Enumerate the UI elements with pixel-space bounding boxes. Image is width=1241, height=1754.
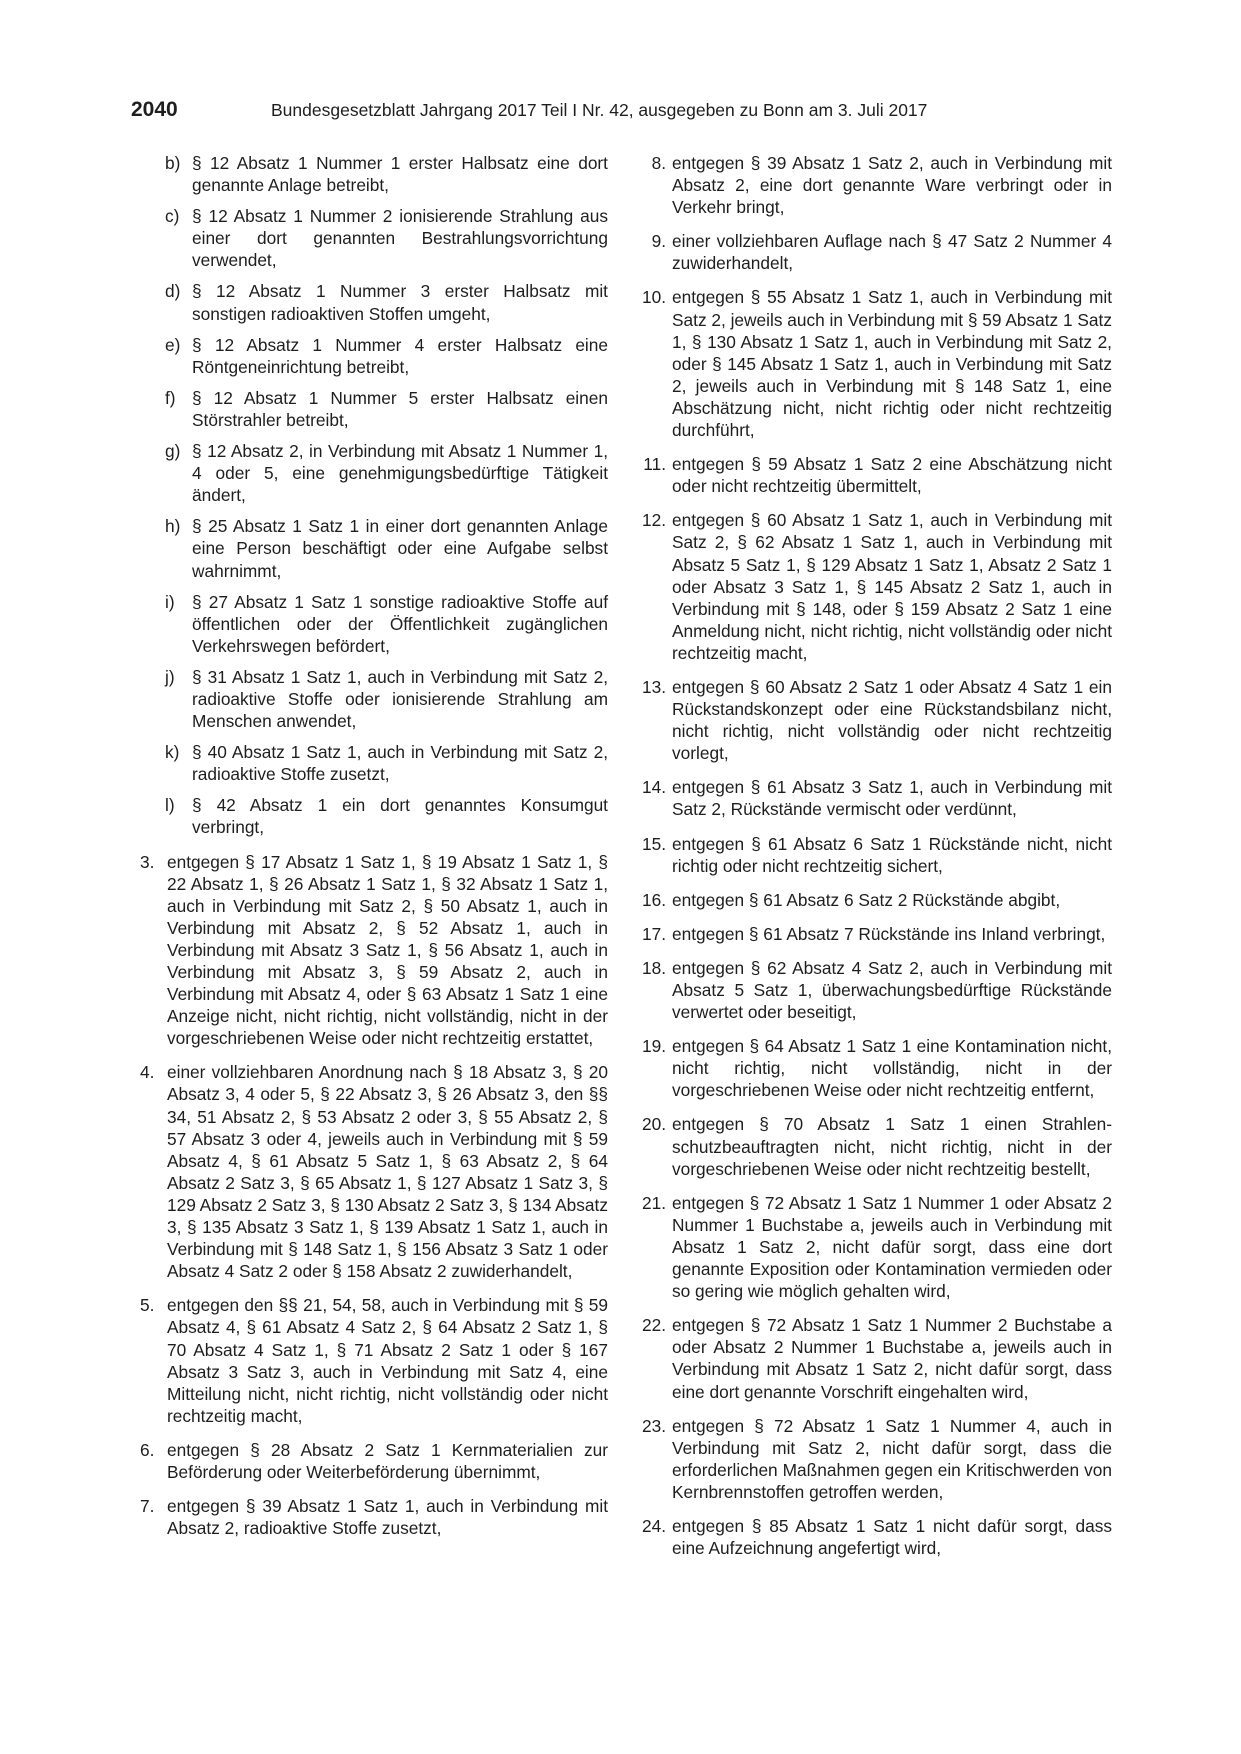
item-mark: j) [165, 666, 175, 687]
item-text: entgegen § 39 Absatz 1 Satz 1, auch in Verbindung mit Absatz 2, radioaktive Stoffe zusetzt, [167, 1496, 608, 1539]
item-text: § 12 Absatz 1 Nummer 1 erster Halbsatz eine dort genannte Anlage betreibt, [192, 153, 608, 196]
list-item [165, 205, 608, 271]
list-item [632, 923, 1112, 945]
item-mark: g) [165, 441, 181, 462]
item-mark: i) [165, 591, 175, 612]
list-item [632, 957, 1112, 1023]
page-header [131, 98, 1111, 128]
item-mark: e) [165, 334, 181, 355]
item-number: 6. [140, 1439, 155, 1460]
item-text: entgegen § 60 Absatz 1 Satz 1, auch in Verbindung mit Satz 2, § 62 Absatz 1 Satz 1, auch in Verbindung mit Absatz 5 Satz 1, § 129 Absatz 1 Satz 1, Absatz 2 Satz 1 oder Absatz 3 Satz 1, § 145 Absatz 2 Satz 1, auch in Verbindung mit § 148, oder § 159 Absatz 2 Satz 1 eine Anmeldung nicht, nicht richtig, nicht vollständig oder nicht rechtzeitig macht, [672, 510, 1112, 663]
item-text: § 12 Absatz 1 Nummer 4 erster Halbsatz eine Röntgeneinrichtung betreibt, [192, 334, 608, 377]
item-text: entgegen § 60 Absatz 2 Satz 1 oder Absatz 4 Satz 1 ein Rückstandskonzept oder eine Rückstandsbilanz nicht, nicht richtig, nicht vollständig oder nicht rechtzeitig vorlegt, [672, 676, 1112, 764]
list-item [632, 889, 1112, 911]
item-number: 18. [641, 957, 666, 978]
list-item [165, 591, 608, 657]
list-item [165, 152, 608, 196]
list-item [632, 286, 1112, 441]
item-text: entgegen § 61 Absatz 3 Satz 1, auch in Verbindung mit Satz 2, Rückstände vermischt oder verdünnt, [672, 777, 1112, 820]
item-text: entgegen § 55 Absatz 1 Satz 1, auch in Verbindung mit Satz 2, jeweils auch in Verbindung mit § 59 Absatz 1 Satz 1, § 130 Absatz 1 Satz 1, auch in Verbindung mit Satz 2, oder § 145 Absatz 1 Satz 1, auch in Verbindung mit Satz 2, jeweils auch in Verbindung mit § 148 Satz 1, eine Abschätzung nicht, nicht richtig oder nicht rechtzeitig durchführt, [672, 287, 1112, 441]
item-mark: h) [165, 516, 181, 537]
list-item [165, 440, 608, 506]
item-mark: b) [165, 153, 181, 173]
item-mark: k) [165, 742, 180, 763]
item-mark: f) [165, 387, 176, 408]
item-text: entgegen § 39 Absatz 1 Satz 2, auch in Verbindung mit Absatz 2, eine dort genannte Ware verbringt oder in Verkehr bringt, [672, 153, 1112, 218]
item-text: entgegen § 28 Absatz 2 Satz 1 Kernmaterialien zur Beförderung oder Weiterbeförderung übernimmt, [167, 1439, 608, 1482]
item-text: § 42 Absatz 1 ein dort genanntes Konsumgut verbringt, [192, 795, 608, 838]
list-item [165, 666, 608, 732]
list-item [632, 1314, 1112, 1402]
item-text: § 27 Absatz 1 Satz 1 sonstige radioaktive Stoffe auf öffentlichen oder der Öffentlichkeit zugänglichen Verkehrswegen befördert, [192, 591, 608, 656]
item-text: entgegen § 72 Absatz 1 Satz 1 Nummer 4, auch in Verbindung mit Satz 2, nicht dafür sorgt, dass die erforderlichen Maßnahmen gegen ein Kritischwerden von Kernbrennstoffen getroffen werden, [672, 1415, 1112, 1502]
item-text: entgegen § 70 Absatz 1 Satz 1 einen Strahlenschutzbeauftragten nicht, nicht richtig, nicht in der vorgeschriebenen Weise oder nicht rechtzeitig bestellt, [672, 1114, 1112, 1179]
item-number: 5. [140, 1295, 155, 1316]
item-text: entgegen § 61 Absatz 6 Satz 1 Rückstände nicht, nicht richtig oder nicht rechtzeitig sichert, [672, 833, 1112, 876]
item-number: 9. [651, 231, 666, 252]
item-mark: l) [165, 795, 175, 816]
list-item [632, 152, 1112, 218]
list-item [165, 280, 608, 324]
item-number: 21. [641, 1192, 666, 1213]
item-text: § 12 Absatz 2, in Verbindung mit Absatz 1 Nummer 1, 4 oder 5, eine genehmigungsbedürftige Tätigkeit ändert, [192, 441, 608, 506]
item-text: einer vollziehbaren Anordnung nach § 18 Absatz 3, § 20 Absatz 3, 4 oder 5, § 22 Absatz 3, § 26 Absatz 3, den §§ 34, 51 Absatz 2, § 53 Absatz 2 oder 3, § 55 Absatz 2, § 57 Absatz 3 oder 4, jeweils auch in Verbindung mit § 59 Absatz 4, § 61 Absatz 5 Satz 1, § 63 Absatz 2, § 64 Absatz 2 Satz 3, § 65 Absatz 1, § 127 Absatz 1 Satz 3, § 129 Absatz 2 Satz 3, § 130 Absatz 2 Satz 3, § 134 Absatz 3, § 135 Absatz 3 Satz 1, § 139 Absatz 1 Satz 1, auch in Verbindung mit § 148 Satz 1, § 156 Absatz 3 Satz 1 oder Absatz 4 Satz 2 oder § 158 Absatz 2 zuwiderhandelt, [167, 1062, 608, 1282]
item-text: entgegen § 64 Absatz 1 Satz 1 eine Kontamination nicht, nicht richtig, nicht vollständig, nicht in der vorgeschriebenen Weise oder nicht rechtzeitig entfernt, [672, 1036, 1112, 1101]
item-text: entgegen § 59 Absatz 1 Satz 2 eine Abschätzung nicht oder nicht rechtzeitig übermittelt, [672, 454, 1112, 497]
item-number: 12. [641, 510, 666, 531]
item-number: 23. [641, 1415, 666, 1436]
list-item [140, 851, 608, 1050]
item-number: 22. [641, 1315, 666, 1336]
item-text: entgegen § 85 Absatz 1 Satz 1 nicht dafür sorgt, dass eine Aufzeichnung angefertigt wird, [672, 1515, 1112, 1559]
left-column [140, 152, 608, 1551]
page-number: 2040 [131, 98, 178, 121]
list-item [632, 1515, 1112, 1559]
item-number: 17. [641, 923, 666, 944]
item-number: 13. [641, 676, 666, 697]
item-number: 19. [641, 1036, 666, 1057]
item-text: entgegen § 61 Absatz 6 Satz 2 Rückstände abgibt, [672, 889, 1061, 910]
item-number: 10. [641, 287, 666, 308]
item-text: entgegen § 17 Absatz 1 Satz 1, § 19 Absatz 1 Satz 1, § 22 Absatz 1, § 26 Absatz 1 Satz 1, § 32 Absatz 1 Satz 1, auch in Verbindung mit Satz 2, § 50 Absatz 1, auch in Verbindung mit Absatz 2, § 52 Absatz 1, auch in Verbindung mit Absatz 3 Satz 1, § 56 Absatz 1, auch in Verbindung mit Absatz 3, § 59 Absatz 2, auch in Verbindung mit Absatz 4, oder § 63 Absatz 1 Satz 1 eine Anzeige nicht, nicht richtig, nicht vollständig, nicht in der vorgeschriebenen Weise oder nicht rechtzeitig erstattet, [167, 851, 608, 1049]
list-item [165, 387, 608, 431]
item-text: § 31 Absatz 1 Satz 1, auch in Verbindung mit Satz 2, radioaktive Stoffe oder ionisierende Strahlung am Menschen anwendet, [192, 666, 608, 732]
list-item [632, 230, 1112, 274]
item-number: 4. [140, 1062, 155, 1083]
item-number: 8. [651, 153, 666, 173]
list-item [632, 1192, 1112, 1302]
item-number: 20. [641, 1114, 666, 1135]
item-number: 3. [140, 851, 155, 872]
list-item [165, 794, 608, 838]
item-mark: c) [165, 206, 180, 227]
list-item [165, 515, 608, 581]
list-item [165, 741, 608, 785]
list-item [140, 1061, 608, 1282]
list-item [632, 1415, 1112, 1503]
list-item [140, 1439, 608, 1483]
item-number: 14. [641, 777, 666, 798]
list-item [632, 1113, 1112, 1179]
item-number: 16. [641, 889, 666, 910]
item-number: 11. [643, 454, 666, 475]
item-text: einer vollziehbaren Auflage nach § 47 Satz 2 Nummer 4 zuwiderhandelt, [672, 231, 1112, 274]
list-item [140, 1495, 608, 1539]
item-text: entgegen § 61 Absatz 7 Rückstände ins Inland verbringt, [672, 923, 1106, 944]
item-text: entgegen den §§ 21, 54, 58, auch in Verbindung mit § 59 Absatz 4, § 61 Absatz 4 Satz 2, § 64 Absatz 2 Satz 1, § 70 Absatz 4 Satz 1, § 71 Absatz 2 Satz 1 oder § 167 Absatz 3 Satz 3, auch in Verbindung mit Satz 4, eine Mitteilung nicht, nicht richtig, nicht vollständig oder nicht rechtzeitig macht, [167, 1295, 608, 1426]
right-column [632, 152, 1112, 1571]
list-item [632, 453, 1112, 497]
item-number: 15. [641, 833, 666, 854]
list-item [632, 776, 1112, 820]
item-text: entgegen § 62 Absatz 4 Satz 2, auch in Verbindung mit Absatz 5 Satz 1, überwachungsbedürftige Rückstände verwertet oder beseitigt, [672, 957, 1112, 1023]
item-number: 7. [140, 1496, 155, 1517]
item-text: § 40 Absatz 1 Satz 1, auch in Verbindung mit Satz 2, radioaktive Stoffe zusetzt, [192, 742, 608, 785]
list-item [165, 334, 608, 378]
item-text: entgegen § 72 Absatz 1 Satz 1 Nummer 1 oder Absatz 2 Nummer 1 Buchstabe a, jeweils auch in Verbindung mit Absatz 1 Satz 2, nicht dafür sorgt, dass eine dort genannte Exposition oder Kontamination vermieden oder so gering wie möglich gehalten wird, [672, 1192, 1112, 1302]
list-item [632, 676, 1112, 764]
item-text: § 12 Absatz 1 Nummer 5 erster Halbsatz einen Störstrahler betreibt, [192, 387, 608, 430]
list-item [632, 1035, 1112, 1101]
running-head: Bundesgesetzblatt Jahrgang 2017 Teil I Nr. 42, ausgegeben zu Bonn am 3. Juli 2017 [271, 100, 928, 120]
list-item [140, 1294, 608, 1427]
item-text: § 12 Absatz 1 Nummer 3 erster Halbsatz mit sonstigen radioaktiven Stoffen umgeht, [192, 281, 608, 324]
list-item [632, 509, 1112, 664]
list-item [632, 833, 1112, 877]
item-text: § 12 Absatz 1 Nummer 2 ionisierende Strahlung aus einer dort genannten Bestrahlungsvorrichtung verwendet, [192, 206, 608, 271]
item-number: 24. [641, 1515, 666, 1536]
item-text: entgegen § 72 Absatz 1 Satz 1 Nummer 2 Buchstabe a oder Absatz 2 Nummer 1 Buchstabe a, jeweils auch in Verbindung mit Absatz 1 Satz 2, nicht dafür sorgt, dass eine dort genannte Vorschrift eingehalten wird, [672, 1315, 1112, 1402]
item-mark: d) [165, 281, 181, 302]
item-text: § 25 Absatz 1 Satz 1 in einer dort genannten Anlage eine Person beschäftigt oder eine Aufgabe selbst wahrnimmt, [192, 516, 608, 581]
